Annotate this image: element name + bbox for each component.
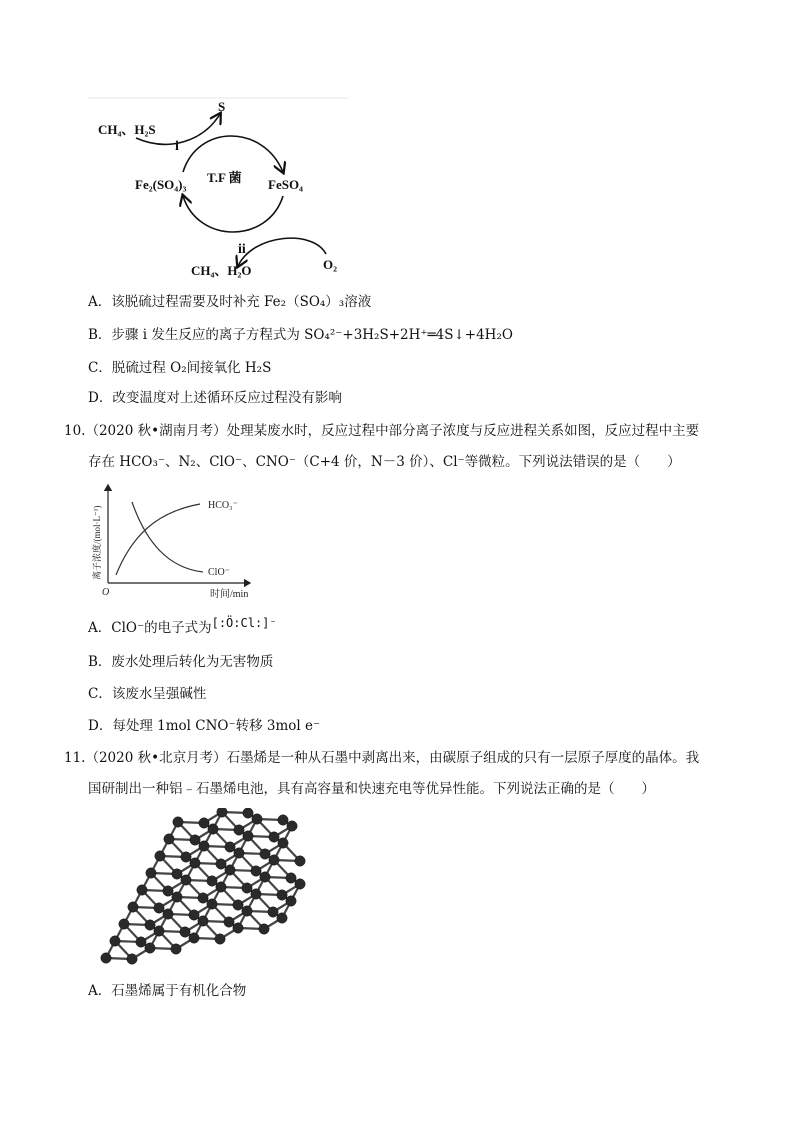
carbon-atom xyxy=(216,882,226,892)
carbon-atom xyxy=(198,893,208,903)
reactant-in-label: CH₄、H₂S xyxy=(98,122,156,137)
carbon-atom xyxy=(198,916,208,926)
carbon-atom xyxy=(181,875,191,885)
carbon-atom xyxy=(268,907,278,917)
x-axis-label: 时间/min xyxy=(210,589,249,600)
graph-svg xyxy=(88,480,268,600)
clo-electron-formula: [:Ö:Cl:]⁻ xyxy=(211,616,277,630)
q10-option-a-text: A．ClO⁻的电子式为 xyxy=(88,620,212,636)
carbon-atom xyxy=(277,890,287,900)
q10-option-c[interactable]: C．该废水呈强碱性 xyxy=(88,686,207,702)
carbon-atom xyxy=(277,913,287,923)
desulfurization-cycle-diagram xyxy=(88,94,358,284)
oxygen-label: O₂ xyxy=(323,257,338,272)
carbon-atom xyxy=(189,933,199,943)
carbon-atom xyxy=(259,924,269,934)
carbon-atom xyxy=(233,900,243,910)
carbon-atom xyxy=(217,808,227,817)
carbon-atom xyxy=(216,859,226,869)
carbon-atom xyxy=(208,824,218,834)
product-s-label: S xyxy=(218,99,226,114)
carbon-atom xyxy=(110,936,120,946)
carbon-atom xyxy=(137,885,147,895)
carbon-atom xyxy=(145,943,155,953)
carbon-atom xyxy=(172,892,182,902)
carbon-atom xyxy=(269,832,279,842)
carbon-atom xyxy=(286,896,296,906)
carbon-atom xyxy=(154,926,164,936)
carbon-atom xyxy=(234,848,244,858)
carbon-atom xyxy=(173,817,183,827)
step-ii-label: ii xyxy=(238,242,246,257)
carbon-atom xyxy=(172,869,182,879)
carbon-atom xyxy=(295,856,305,866)
carbon-atom xyxy=(190,858,200,868)
carbon-atom xyxy=(199,818,209,828)
carbon-atom xyxy=(128,902,138,912)
right-species-label: FeSO₄ xyxy=(268,177,303,192)
carbon-atom xyxy=(269,855,279,865)
carbon-atom xyxy=(207,899,217,909)
carbon-atom xyxy=(252,814,262,824)
carbon-atom xyxy=(260,849,270,859)
carbon-atom xyxy=(278,838,288,848)
carbon-atom xyxy=(251,866,261,876)
carbon-atom xyxy=(189,910,199,920)
carbon-atom xyxy=(163,886,173,896)
carbon-atom xyxy=(164,834,174,844)
q9-option-b[interactable]: B．步骤 i 发生反应的离子方程式为 SO₄²⁻+3H₂S+2H⁺═4S↓+4H₂O xyxy=(88,327,513,343)
q11-stem-line2: 国研制出一种铝﹣石墨烯电池，具有高容量和快速充电等优异性能。下列说法正确的是（ ） xyxy=(88,781,655,797)
q10-option-b[interactable]: B．废水处理后转化为无害物质 xyxy=(88,654,274,670)
carbon-atom xyxy=(243,808,253,818)
carbon-atom xyxy=(163,909,173,919)
q11-stem-line1: 11.（2020 秋•北京月考）石墨烯是一种从石墨中剥离出来，由碳原子组成的只有一层原子厚度的晶体。我 xyxy=(64,750,700,766)
carbon-atom xyxy=(243,831,253,841)
clo-curve xyxy=(132,502,203,572)
carbon-atom xyxy=(233,923,243,933)
carbon-atom xyxy=(295,879,305,889)
carbon-atom xyxy=(224,917,234,927)
graphene-lattice-svg xyxy=(96,808,306,973)
carbon-atom xyxy=(199,841,209,851)
carbon-atom xyxy=(190,835,200,845)
q9-option-d[interactable]: D．改变温度对上述循环反应过程没有影响 xyxy=(88,390,342,406)
q10-option-d[interactable]: D．每处理 1mol CNO⁻转移 3mol e⁻ xyxy=(88,718,321,734)
carbon-atom xyxy=(207,876,217,886)
carbon-atom xyxy=(278,815,288,825)
y-axis-label: 离子浓度/(mol·L⁻¹) xyxy=(92,505,102,580)
carbon-atom xyxy=(180,927,190,937)
carbon-atom xyxy=(234,825,244,835)
origin-label: O xyxy=(102,587,110,598)
carbon-atom xyxy=(287,821,297,831)
carbon-atom xyxy=(260,872,270,882)
center-label: T.F 菌 xyxy=(207,170,242,185)
carbon-atom xyxy=(242,906,252,916)
q9-option-a[interactable]: A．该脱硫过程需要及时补充 Fe₂（SO₄）₃溶液 xyxy=(88,294,372,310)
carbon-atom xyxy=(145,920,155,930)
hco3-curve xyxy=(116,504,200,575)
carbon-atom xyxy=(225,865,235,875)
carbon-atom xyxy=(242,883,252,893)
carbon-atom xyxy=(136,937,146,947)
carbon-atom xyxy=(119,919,129,929)
carbon-atom xyxy=(286,873,296,883)
graphene-lattice-image xyxy=(96,808,306,973)
carbon-atom xyxy=(171,944,181,954)
q11-option-a[interactable]: A．石墨烯属于有机化合物 xyxy=(88,983,247,999)
q10-option-a[interactable] xyxy=(88,618,277,638)
left-species-label: Fe₂(SO₄)₃ xyxy=(135,177,187,192)
q9-option-c[interactable]: C．脱硫过程 O₂间接氧化 H₂S xyxy=(88,360,272,376)
carbon-atom xyxy=(181,852,191,862)
carbon-atom xyxy=(155,851,165,861)
carbon-atom xyxy=(215,934,225,944)
carbon-atom xyxy=(101,953,111,963)
product-out-label: CH₄、H₂O xyxy=(191,263,252,278)
step-i-label: i xyxy=(175,139,179,154)
carbon-atom xyxy=(225,842,235,852)
carbon-atom xyxy=(146,868,156,878)
curve-up-label: HCO₃⁻ xyxy=(208,500,238,511)
q10-stem-line2: 存在 HCO₃⁻、N₂、ClO⁻、CNO⁻（C+4 价，N－3 价）、Cl⁻等微粒。下列说法错误的是（ ） xyxy=(88,454,681,470)
q10-stem-line1: 10.（2020 秋•湖南月考）处理某废水时，反应过程中部分离子浓度与反应进程关系如图，反应过程中主要 xyxy=(64,423,700,439)
curve-down-label: ClO⁻ xyxy=(208,567,230,578)
carbon-atom xyxy=(154,903,164,913)
carbon-atom xyxy=(127,954,137,964)
cycle-diagram-svg xyxy=(88,94,358,284)
carbon-atom xyxy=(251,889,261,899)
ion-concentration-graph xyxy=(88,480,268,600)
